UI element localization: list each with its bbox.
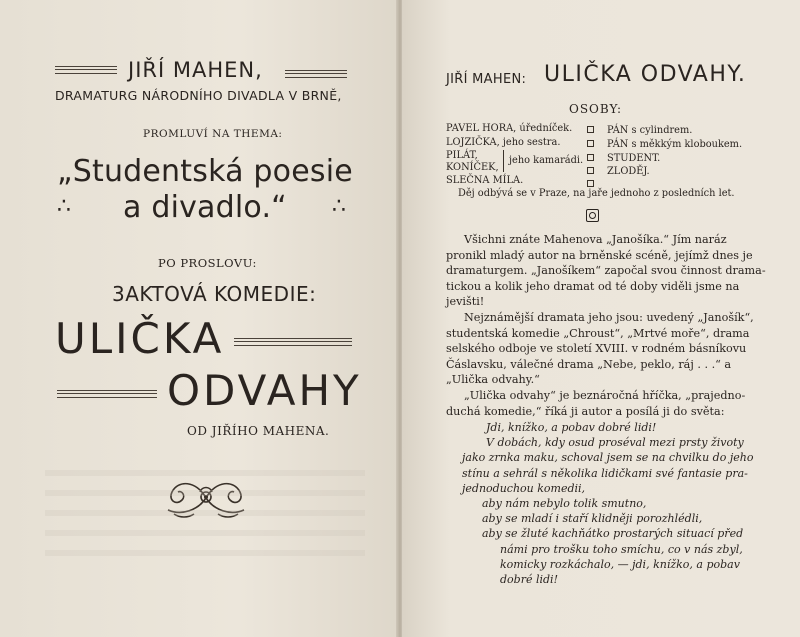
author-heading: JIŘÍ MAHEN:	[446, 72, 527, 87]
cast-item: PÁN s cylindrem.	[607, 125, 693, 136]
cast-item: PAVEL HORA, úředníček.	[446, 123, 573, 134]
paragraph-works	[446, 310, 782, 388]
ornament-rule	[55, 66, 117, 74]
play-heading: ULIČKA ODVAHY.	[544, 62, 747, 87]
text-line: pronikl mladý autor na brněnské scéně, jejímž dnes je	[446, 248, 753, 262]
text-line: jevišti!	[446, 295, 485, 309]
quote-line: stínu a sehrál s několika lidičkami své fantasie pra-	[462, 466, 748, 480]
play-title-line2: ODVAHY	[167, 366, 362, 415]
quote-line: dobré lidi!	[500, 573, 558, 587]
author-name: JIŘÍ MAHEN,	[128, 58, 263, 82]
by-author-label: OD JIŘÍHO MAHENA.	[187, 424, 330, 438]
text-line: Všichni znáte Mahenova „Janošíka.“ Jím naráz	[464, 233, 727, 246]
text-line: studentská komedie „Chroust“, „Mrtvé moře“, drama	[446, 326, 750, 340]
dots-ornament-right: ∴	[332, 194, 346, 219]
bleed-through-marks	[45, 470, 365, 560]
divider-square	[587, 140, 594, 147]
quote-line: aby se mladí i staří klidněji porozhlédli,	[482, 512, 703, 526]
quote-line: aby se žluté kachňátko prostarých situací před	[482, 527, 744, 541]
quote-line: jako zrnka maku, schoval jsem se na chvilku do jeho	[462, 451, 754, 465]
cast-item: KONÍČEK,	[446, 162, 499, 173]
quote-line: aby nám nebylo tolik smutno,	[482, 497, 647, 511]
text-line: „Ulička odvahy.“	[446, 373, 540, 387]
text-line: Nejznámější dramata jeho jsou: uvedený „Janošík“,	[464, 311, 754, 324]
ornament-rule	[234, 338, 352, 346]
text-line: „Ulička odvahy“ je beznáročná hříčka, „prajedno-	[464, 389, 746, 402]
after-speech-label: PO PROSLOVU:	[158, 256, 257, 270]
cast-item: PÁN s měkkým kloboukem.	[607, 139, 743, 150]
ornament-rule	[57, 390, 157, 398]
divider-square	[587, 180, 594, 187]
quote-line: komicky rozkáchalo, — jdi, knížko, a pobav	[500, 557, 740, 571]
setting-note: Děj odbývá se v Praze, na jaře jednoho z posledních let.	[458, 188, 735, 199]
genre-label: 3AKTOVÁ KOMEDIE:	[112, 282, 317, 306]
divider-square	[587, 167, 594, 174]
text-line: dramaturgem. „Janošíkem“ započal svou činnost drama-	[446, 264, 766, 278]
quote-line: V dobách, kdy osud proséval mezi prsty životy	[486, 436, 744, 450]
cast-brace	[503, 150, 507, 172]
cast-heading: OSOBY:	[569, 102, 622, 116]
divider-square	[587, 154, 594, 161]
author-quote	[462, 420, 778, 587]
cast-item: LOJZIČKA, jeho sestra.	[446, 137, 561, 148]
play-title-line1: ULIČKA	[55, 314, 225, 363]
right-page	[402, 0, 800, 637]
lecture-title-line1: „Studentská poesie	[57, 154, 353, 189]
cast-friends-note: jeho kamarádi.	[509, 155, 584, 166]
quote-line: Jdi, knížko, a pobav dobré lidi!	[486, 421, 657, 434]
text-line: selského odboje ve století XVIII. v rodném básníkovu	[446, 342, 747, 356]
paragraph-play	[446, 388, 782, 419]
quote-line: jednoduchou komedii,	[462, 481, 586, 495]
ornament-rule	[285, 70, 347, 78]
author-role: DRAMATURG NÁRODNÍHO DIVADLA V BRNĚ,	[55, 88, 342, 103]
text-line: Čáslavsku, válečné drama „Nebe, peklo, ráj . . .“ a	[446, 357, 732, 371]
speaks-on-label: PROMLUVÍ NA THEMA:	[143, 128, 283, 140]
left-page	[0, 0, 398, 637]
quote-line: námi pro trošku toho smíchu, co v nás zbyl,	[500, 542, 743, 556]
square-ornament	[586, 209, 599, 222]
divider-square	[587, 126, 594, 133]
cast-item: SLEČNA MÍLA.	[446, 175, 524, 186]
cast-item: ZLODĚJ.	[607, 166, 650, 177]
cast-item: PILÁT,	[446, 150, 478, 161]
lecture-title-line2: a divadlo.“	[123, 190, 287, 225]
cast-item: STUDENT.	[607, 153, 661, 164]
paragraph-intro	[446, 232, 782, 310]
text-line: duchá komedie,“ říká ji autor a posílá ji do světa:	[446, 404, 725, 418]
text-line: tickou a kolik jeho dramat od té doby viděli jsme na	[446, 279, 740, 293]
dots-ornament-left: ∴	[57, 194, 71, 219]
